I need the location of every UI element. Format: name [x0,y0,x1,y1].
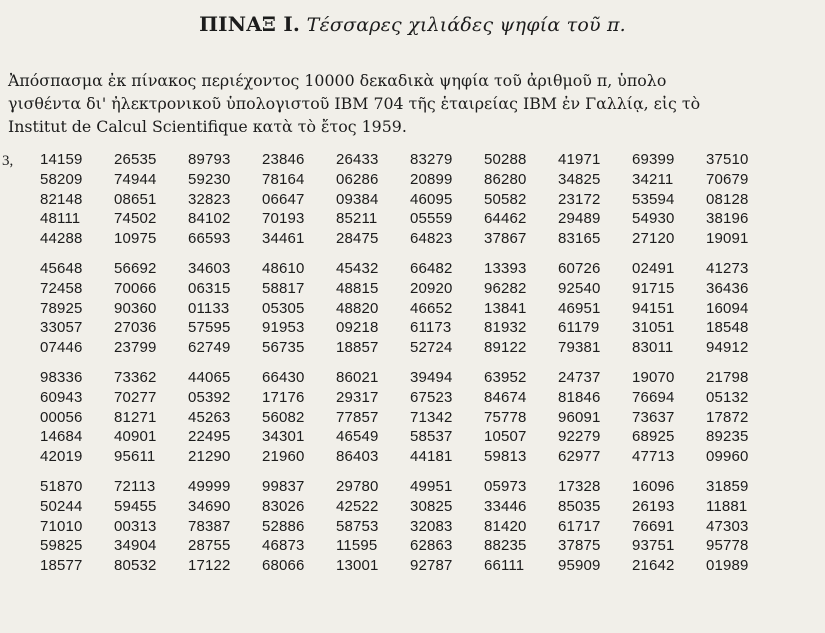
digit-group: 05392 [188,388,231,406]
digit-group: 66430 [262,368,305,386]
digit-group: 17122 [188,557,231,575]
digit-group: 58753 [336,517,379,535]
digit-row [40,229,825,249]
digit-group: 91715 [632,279,675,297]
table-title: Τέσσαρες χιλιάδες ψηφία τοῦ π. [306,14,626,36]
digit-group: 41971 [558,151,601,168]
digit-group: 34603 [188,259,231,277]
digit-group: 62749 [188,339,231,357]
digit-group: 17176 [262,388,305,406]
digit-group: 29780 [336,477,379,495]
digit-group: 34211 [632,170,674,188]
digit-group: 96282 [484,279,527,297]
digit-group: 28475 [336,230,379,248]
digit-group: 67523 [410,388,453,406]
digit-group: 78164 [262,170,305,188]
intro-line-2: γισθέντα δι' ἠλεκτρονικοῦ ὑπολογιστοῦ IBM 704 τῆς ἑταιρείας IBM ἐν Γαλλίᾳ, εἰς τὸ [8,94,701,113]
digit-group: 58209 [40,170,83,188]
digit-group: 96091 [558,408,601,426]
digit-group: 13841 [484,299,527,317]
digit-group: 45263 [188,408,231,426]
digit-group: 47713 [632,448,675,466]
digit-group: 19091 [706,230,749,248]
digit-group: 81846 [558,388,601,406]
digit-group: 63952 [484,368,527,386]
digit-group: 70679 [706,170,749,188]
digit-group: 19070 [632,368,675,386]
digit-group: 69399 [632,151,675,168]
digit-group: 14159 [40,151,83,168]
digit-group: 81271 [114,408,157,426]
digit-group: 86021 [336,368,379,386]
digit-group: 62977 [558,448,601,466]
digit-group: 13001 [336,557,379,575]
digit-group: 59455 [114,497,157,515]
digit-group: 05305 [262,299,305,317]
digit-group: 66111 [484,557,525,575]
digit-group: 58537 [410,428,453,446]
digit-group: 14684 [40,428,83,446]
digit-group: 30825 [410,497,453,515]
digit-row [40,279,825,299]
digit-row [40,427,825,447]
digit-group: 20899 [410,170,453,188]
digit-group: 52724 [410,339,453,357]
digit-row [40,318,825,338]
digit-group: 00056 [40,408,83,426]
digit-group: 11881 [706,497,748,515]
digit-group: 10507 [484,428,527,446]
digit-group: 76691 [632,517,675,535]
digit-group: 61179 [558,319,600,337]
digit-group: 45432 [336,259,379,277]
digit-block [40,477,825,576]
digit-group: 44065 [188,368,231,386]
digit-group: 83165 [558,230,601,248]
digit-group: 80532 [114,557,157,575]
digit-group: 75778 [484,408,527,426]
digit-group: 41273 [706,259,749,277]
digit-group: 89793 [188,151,231,168]
intro-line-3: Institut de Calcul Scientifique κατὰ τὸ ἔτος 1959. [8,117,407,136]
digit-group: 86280 [484,170,527,188]
digit-row [40,368,825,388]
digit-group: 48111 [40,210,81,228]
intro-line-1: Ἀπόσπασμα ἐκ πίνακος περιέχοντος 10000 δεκαδικὰ ψηφία τοῦ ἀριθμοῦ π, ὑπολο [8,71,667,90]
digit-group: 34825 [558,170,601,188]
digit-group: 37510 [706,151,749,168]
digit-group: 18577 [40,557,83,575]
digit-group: 81932 [484,319,527,337]
digit-group: 59825 [40,537,83,555]
digit-group: 44181 [410,448,453,466]
digit-group: 31051 [632,319,675,337]
digit-group: 17328 [558,477,601,495]
digit-group: 05559 [410,210,453,228]
digit-group: 23172 [558,190,601,208]
digit-group: 29317 [336,388,379,406]
digit-group: 08651 [114,190,157,208]
digit-group: 13393 [484,259,527,277]
digit-group: 26193 [632,497,675,515]
digit-group: 33446 [484,497,527,515]
digit-group: 95611 [114,448,156,466]
digit-group: 32823 [188,190,231,208]
digit-group: 83026 [262,497,305,515]
digit-group: 59230 [188,170,231,188]
digit-group: 56735 [262,339,305,357]
digit-group: 17872 [706,408,749,426]
digit-group: 36436 [706,279,749,297]
digit-row [40,536,825,556]
digit-group: 07446 [40,339,83,357]
digit-group: 92279 [558,428,601,446]
digit-group: 22495 [188,428,231,446]
digit-group: 38196 [706,210,749,228]
digit-group: 93751 [632,537,675,555]
digit-row [40,497,825,517]
digit-group: 95778 [706,537,749,555]
digit-group: 46873 [262,537,305,555]
digit-group: 08128 [706,190,749,208]
intro-paragraph [8,69,813,138]
digit-group: 46549 [336,428,379,446]
digit-group: 61173 [410,319,452,337]
digit-group: 24737 [558,368,601,386]
digit-group: 66593 [188,230,231,248]
digit-group: 48820 [336,299,379,317]
digit-group: 68925 [632,428,675,446]
digit-group: 78925 [40,299,83,317]
digit-group: 58817 [262,279,305,297]
digit-group: 21642 [632,557,675,575]
digit-group: 47303 [706,517,749,535]
digit-group: 46951 [558,299,601,317]
digit-group: 68066 [262,557,305,575]
digit-group: 56692 [114,259,157,277]
digit-group: 78387 [188,517,231,535]
digit-group: 42522 [336,497,379,515]
digit-group: 95909 [558,557,601,575]
digit-group: 74502 [114,210,157,228]
digit-group: 50244 [40,497,83,515]
digit-group: 18548 [706,319,749,337]
digit-group: 64823 [410,230,453,248]
digit-row [40,299,825,319]
digit-row [40,556,825,576]
digit-group: 16096 [632,477,675,495]
digit-group: 71342 [410,408,453,426]
digit-group: 54930 [632,210,675,228]
digit-group: 21290 [188,448,231,466]
digit-group: 34690 [188,497,231,515]
digit-group: 71010 [40,517,83,535]
digit-group: 74944 [114,170,157,188]
digit-row [40,170,825,190]
digit-group: 91953 [262,319,305,337]
pi-prefix: 3, [2,153,14,169]
digit-group: 84102 [188,210,231,228]
digit-row [40,338,825,358]
digit-group: 28755 [188,537,231,555]
digit-group: 26433 [336,151,379,168]
digit-group: 70277 [114,388,157,406]
digit-group: 34301 [262,428,305,446]
digit-group: 31859 [706,477,749,495]
digit-group: 56082 [262,408,305,426]
digit-group: 05132 [706,388,749,406]
digit-group: 01989 [706,557,749,575]
digit-group: 02491 [632,259,675,277]
digit-group: 90360 [114,299,157,317]
digit-group: 72458 [40,279,83,297]
digit-group: 29489 [558,210,601,228]
digit-row [40,388,825,408]
digit-group: 42019 [40,448,83,466]
table-label: ΠΙΝΑΞ Ι. [199,12,301,36]
digit-group: 89122 [484,339,527,357]
digit-group: 57595 [188,319,231,337]
digit-group: 46095 [410,190,453,208]
digit-group: 09218 [336,319,379,337]
digit-group: 27120 [632,230,675,248]
digit-group: 39494 [410,368,453,386]
digit-group: 73362 [114,368,157,386]
digit-block [40,150,825,249]
digit-group: 40901 [114,428,157,446]
digit-group: 70193 [262,210,305,228]
digit-group: 23846 [262,151,305,168]
digit-group: 86403 [336,448,379,466]
digit-group: 05973 [484,477,527,495]
digit-group: 49951 [410,477,453,495]
digit-group: 76694 [632,388,675,406]
digit-group: 11595 [336,537,378,555]
digit-group: 60943 [40,388,83,406]
digit-group: 32083 [410,517,453,535]
digit-group: 49999 [188,477,231,495]
digit-group: 51870 [40,477,83,495]
digit-block [40,259,825,358]
digit-group: 73637 [632,408,675,426]
digit-group: 44288 [40,230,83,248]
digit-group: 33057 [40,319,83,337]
digit-group: 06647 [262,190,305,208]
digit-group: 52886 [262,517,305,535]
digit-row [40,408,825,428]
digit-group: 84674 [484,388,527,406]
digit-group: 66482 [410,259,453,277]
digit-group: 06286 [336,170,379,188]
digit-row [40,477,825,497]
digit-group: 34461 [262,230,305,248]
digit-row [40,150,825,170]
digit-group: 23799 [114,339,157,357]
digit-group: 50288 [484,151,527,168]
digit-group: 06315 [188,279,231,297]
digit-group: 18857 [336,339,379,357]
digit-group: 70066 [114,279,157,297]
digit-group: 10975 [114,230,157,248]
digit-group: 09960 [706,448,749,466]
digit-group: 83011 [632,339,674,357]
digit-group: 34904 [114,537,157,555]
digit-group: 92540 [558,279,601,297]
digit-group: 82148 [40,190,83,208]
digit-block [40,368,825,467]
digit-group: 01133 [188,299,230,317]
page-title [0,12,825,36]
digit-group: 77857 [336,408,379,426]
digit-group: 88235 [484,537,527,555]
digit-group: 53594 [632,190,675,208]
digit-group: 94151 [632,299,675,317]
digit-group: 99837 [262,477,305,495]
digit-group: 48610 [262,259,305,277]
digit-group: 94912 [706,339,749,357]
digit-group: 27036 [114,319,157,337]
digit-group: 46652 [410,299,453,317]
digit-group: 20920 [410,279,453,297]
digit-group: 89235 [706,428,749,446]
digit-row [40,517,825,537]
digit-group: 83279 [410,151,453,168]
digit-group: 62863 [410,537,453,555]
digit-row [40,209,825,229]
digit-group: 00313 [114,517,157,535]
digit-row [40,447,825,467]
digit-group: 09384 [336,190,379,208]
digit-group: 21960 [262,448,305,466]
digit-group: 26535 [114,151,157,168]
pi-digit-table [40,150,825,586]
digit-group: 98336 [40,368,83,386]
digit-group: 85035 [558,497,601,515]
digit-row [40,259,825,279]
digit-group: 85211 [336,210,378,228]
digit-group: 48815 [336,279,379,297]
digit-group: 37867 [484,230,527,248]
digit-group: 92787 [410,557,453,575]
digit-group: 50582 [484,190,527,208]
digit-group: 79381 [558,339,601,357]
digit-group: 81420 [484,517,527,535]
digit-row [40,190,825,210]
digit-group: 64462 [484,210,527,228]
digit-group: 72113 [114,477,156,495]
digit-group: 45648 [40,259,83,277]
digit-group: 59813 [484,448,527,466]
digit-group: 21798 [706,368,749,386]
digit-group: 16094 [706,299,749,317]
digit-group: 60726 [558,259,601,277]
digit-group: 37875 [558,537,601,555]
digit-group: 61717 [558,517,601,535]
